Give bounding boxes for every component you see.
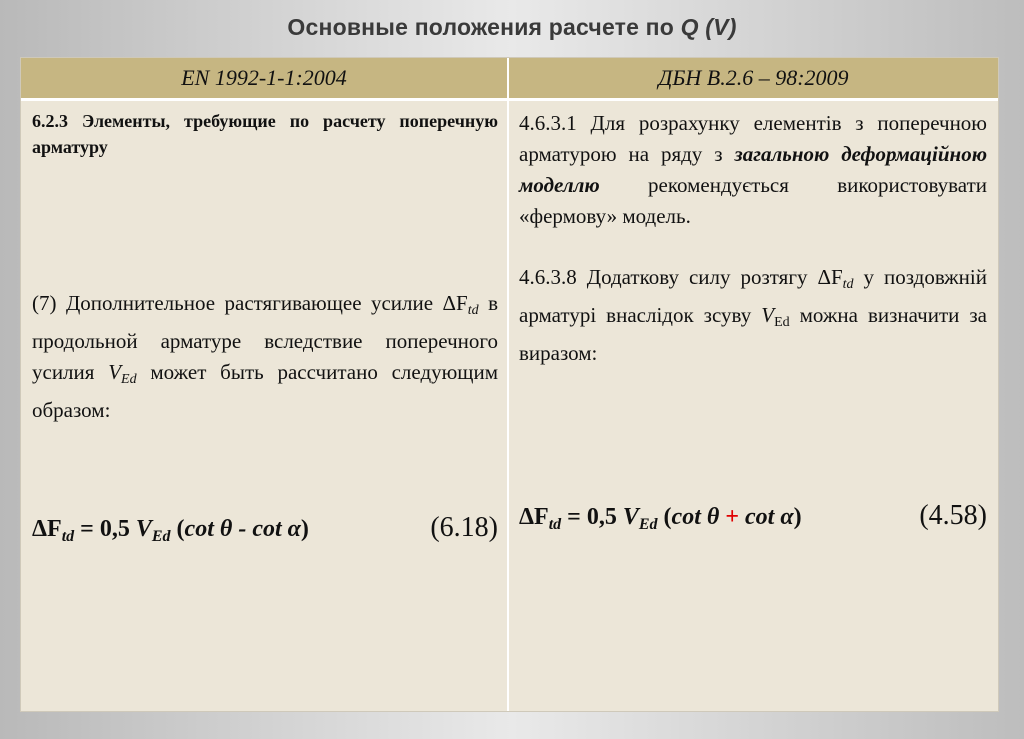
slide-title <box>0 14 1024 41</box>
en-p7-text-2: в продольной арматуре вследствие поперечного усилия <box>32 291 499 384</box>
column-header-dbn: ДБН В.2.6 – 98:2009 <box>509 58 998 101</box>
dbn-formula-v: V <box>622 504 639 530</box>
dbn-formula-close: ) <box>793 504 802 530</box>
dbn-paragraph-4638 <box>519 262 987 369</box>
en-formula-v: V <box>135 516 152 542</box>
en-paragraph-7 <box>32 288 498 426</box>
en-p7-td: td <box>467 303 479 318</box>
en-p7-text-3: может быть рассчитано следующим образом: <box>32 360 499 422</box>
dbn-p1-emphasis: загальною деформаційною моделлю <box>519 142 988 197</box>
dbn-p2-td: td <box>842 277 854 292</box>
dbn-formula-4-58 <box>519 500 987 534</box>
en-p7-ed: Ed <box>121 372 137 387</box>
dbn-formula-lhs: ΔF <box>519 504 549 530</box>
en-formula-close: ) <box>300 516 309 542</box>
dbn-p2-text: 4.6.3.8 Додаткову силу розтягу <box>519 265 808 289</box>
en-p7-text-1: (7) Дополнительное растягивающее усилие <box>32 291 434 315</box>
en-formula-number: (6.18) <box>430 512 498 543</box>
dbn-formula-term-2: cot α <box>745 504 794 530</box>
dbn-p2-v: V <box>761 303 775 327</box>
slide-title-text: Основные положения расчете по <box>287 14 675 40</box>
dbn-formula-term-1: cot θ <box>671 504 720 530</box>
dbn-formula-lhs-sub: td <box>548 516 562 533</box>
dbn-p2-ed: Ed <box>774 315 790 330</box>
dbn-formula-plus: + <box>719 504 746 530</box>
en-p7-v: V <box>108 360 122 384</box>
dbn-formula-v-sub: Ed <box>638 516 658 533</box>
en-section-heading: 6.2.3 Элементы, требующие по расчету поперечную арматуру <box>32 111 498 157</box>
en-formula-eq: = 0,5 <box>74 516 136 542</box>
en-formula-open: ( <box>170 516 185 542</box>
en-formula-terms: cot θ - cot α <box>184 516 301 542</box>
dbn-paragraph-4631 <box>519 108 987 232</box>
comparison-table <box>20 57 999 712</box>
dbn-p1-end: рекомендується використовувати «фермову» модель. <box>519 173 987 228</box>
en-formula-lhs: ΔF <box>32 516 62 542</box>
dbn-p1-text: 4.6.3.1 Для розрахунку елементів з поперечною арматурою на ряду з <box>519 111 987 166</box>
column-divider <box>507 58 509 711</box>
en-formula-6-18 <box>32 512 498 546</box>
dbn-p2-delta-f: ΔF <box>817 265 843 289</box>
dbn-p2-text-c: можна визначити за виразом: <box>519 303 987 365</box>
en-formula-lhs-sub: td <box>61 528 75 545</box>
en-formula-v-sub: Ed <box>151 528 171 545</box>
dbn-p2-text-b: у поздовжній арматурі внаслідок зсуву <box>519 265 987 327</box>
en-p7-delta-f: ΔF <box>442 291 468 315</box>
column-header-en: EN 1992-1-1:2004 <box>21 58 507 101</box>
slide-title-q: Q (V) <box>680 14 737 40</box>
dbn-formula-eq: = 0,5 <box>561 504 623 530</box>
dbn-formula-number: (4.58) <box>919 500 987 531</box>
dbn-formula-open: ( <box>657 504 672 530</box>
